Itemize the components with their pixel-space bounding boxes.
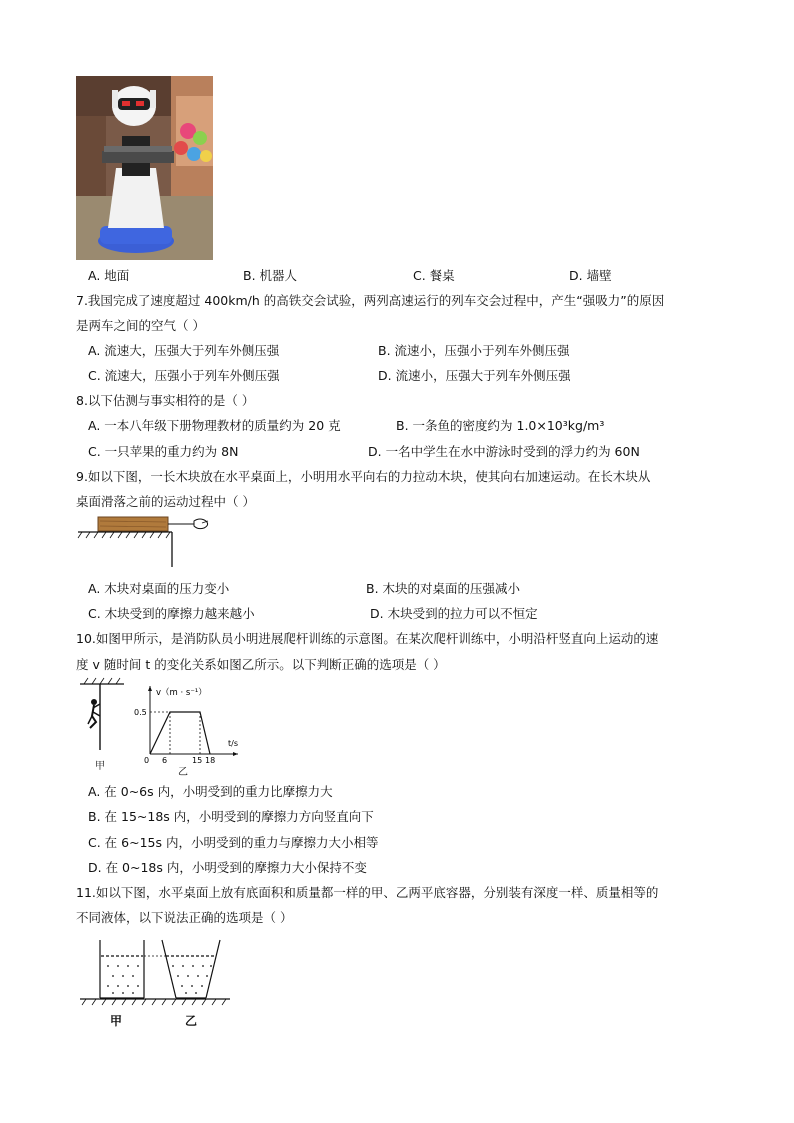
q10-figure-climber [78, 678, 128, 768]
q8-option-d: D. 一名中学生在水中游泳时受到的浮力约为 60N [368, 444, 640, 459]
q9-option-d: D. 木块受到的拉力可以不恒定 [370, 606, 538, 621]
q7-option-c: C. 流速大，压强小于列车外侧压强 [88, 368, 280, 383]
q9-option-b: B. 木块的对桌面的压强减小 [366, 581, 521, 596]
q10-option-d: D. 在 0~18s 内，小明受到的摩擦力大小保持不变 [88, 860, 367, 875]
q11-stem-line2: 不同液体，以下说法正确的选项是（ ） [76, 910, 293, 925]
q10-vt-xlabel: t/s [228, 739, 238, 748]
q9-option-a: A. 木块对桌面的压力变小 [88, 581, 230, 596]
q10-stem-line2: 度 v 随时间 t 的变化关系如图乙所示。以下判断正确的选项是（ ） [76, 657, 446, 672]
q8-option-b: B. 一条鱼的密度约为 1.0×10³kg/m³ [396, 418, 605, 433]
q8-option-c: C. 一只苹果的重力约为 8N [88, 444, 239, 459]
q10-option-c: C. 在 6~15s 内，小明受到的重力与摩擦力大小相等 [88, 835, 379, 850]
q10-vt-xtick-18: 18 [205, 756, 216, 765]
q6-option-a: A. 地面 [88, 268, 130, 283]
q9-stem-line2: 桌面滑落之前的运动过程中（ ） [76, 494, 255, 509]
q10-option-a: A. 在 0~6s 内，小明受到的重力比摩擦力大 [88, 784, 333, 799]
q10-option-b: B. 在 15~18s 内，小明受到的摩擦力方向竖直向下 [88, 809, 374, 824]
q8-stem: 8.以下估测与事实相符的是（ ） [76, 393, 255, 408]
q10-vt-graph [134, 680, 248, 775]
q11-fig-right-caption: 乙 [185, 1014, 198, 1028]
q10-vt-origin: 0 [144, 756, 150, 765]
robot-waiter-photo [76, 76, 213, 260]
q7-stem-line1: 7.我国完成了速度超过 400km/h 的高铁交会试验，两列高速运行的列车交会过程中，产生“强吸力”的原因 [76, 293, 665, 308]
q10-stem-line1: 10.如图甲所示，是消防队员小明进展爬杆训练的示意图。在某次爬杆训练中，小明沿杆竖直向上运动的速 [76, 631, 659, 646]
q10-vt-curve [150, 712, 210, 754]
q10-vt-xtick-15: 15 [192, 756, 203, 765]
q9-stem-line1: 9.如以下图，一长木块放在水平桌面上，小明用水平向右的力拉动木块，使其向右加速运动。在长木块从 [76, 469, 651, 484]
q11-fig-left-caption: 甲 [110, 1014, 123, 1028]
q9-figure-block-on-table [76, 512, 216, 572]
q11-figure-containers [78, 936, 233, 1016]
q10-fig-right-caption: 乙 [178, 767, 188, 778]
q7-option-b: B. 流速小，压强小于列车外侧压强 [378, 343, 570, 358]
q7-option-a: A. 流速大，压强大于列车外侧压强 [88, 343, 280, 358]
q9-option-c: C. 木块受到的摩擦力越来越小 [88, 606, 255, 621]
q10-vt-ytick: 0.5 [134, 708, 147, 717]
q10-vt-xtick-6: 6 [162, 756, 168, 765]
q10-fig-left-caption: 甲 [95, 761, 105, 772]
q8-option-a: A. 一本八年级下册物理教材的质量约为 20 克 [88, 418, 341, 433]
q11-stem-line1: 11.如以下图，水平桌面上放有底面积和质量都一样的甲、乙两平底容器，分别装有深度一样、质量相等的 [76, 885, 659, 900]
q7-option-d: D. 流速小，压强大于列车外侧压强 [378, 368, 571, 383]
q7-stem-line2: 是两车之间的空气（ ） [76, 318, 205, 333]
q6-option-b: B. 机器人 [243, 268, 298, 283]
q6-option-c: C. 餐桌 [413, 268, 455, 283]
q10-vt-ylabel: v（m · s⁻¹） [156, 688, 207, 698]
q6-option-d: D. 墙壁 [569, 268, 612, 283]
